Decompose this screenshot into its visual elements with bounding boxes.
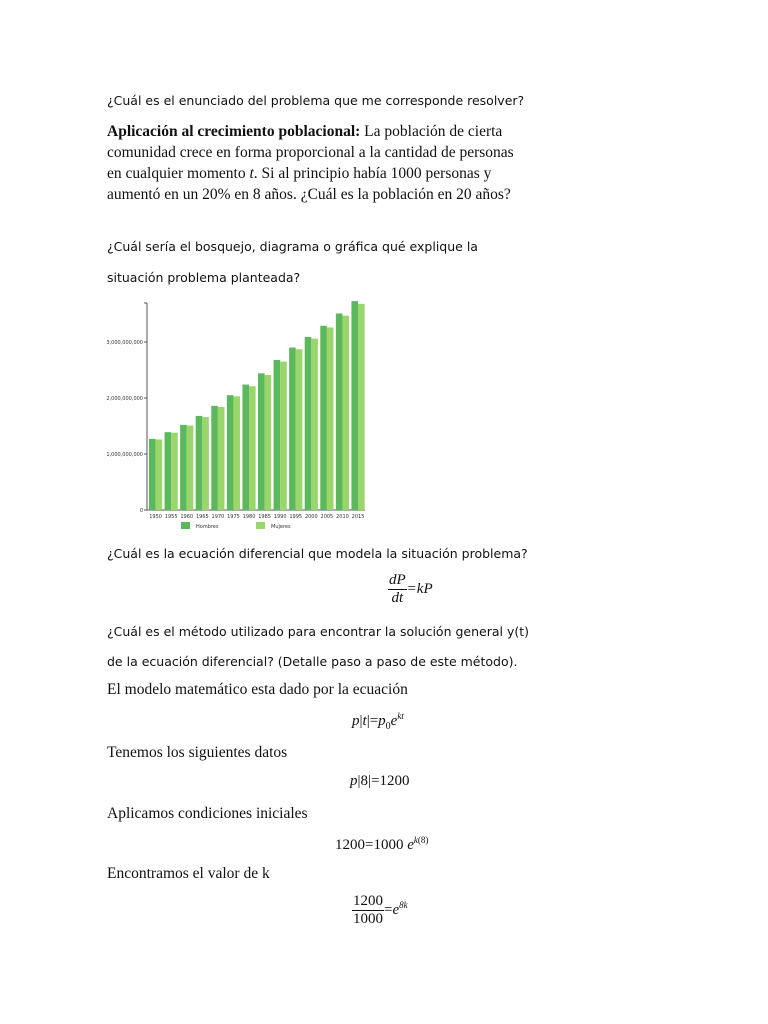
differential-equation [388,572,433,607]
text-model: El modelo matemático esta dado por la ecuación [107,681,408,698]
bar-hombres-2015 [351,301,358,510]
x-tick-label: 1995 [289,514,303,520]
exponential-model-equation: $p|t|=p_0e^{kt}$ [352,711,404,732]
x-tick-label: 2010 [336,514,349,520]
bar-hombres-1985 [258,373,265,510]
x-tick-label: 2015 [351,514,365,520]
question-method-line2: de la ecuación diferencial? (Detalle paso a paso de este método). [107,654,518,669]
bar-mujeres-2000 [311,339,318,510]
bar-mujeres-1995 [296,349,303,510]
eq2-p0-sub: 0 [385,721,391,732]
bar-mujeres-2015 [358,304,365,510]
eq5-numerator: 1200 [353,893,383,909]
problem-var-t: t [249,165,254,182]
eq3-rhs: =1200 [371,773,410,789]
eq4-e: e [407,837,414,853]
bar-hombres-1950 [149,439,156,510]
initial-condition-equation [335,835,428,854]
eq3-arg: 8 [360,773,369,789]
bar-hombres-1970 [211,406,218,510]
eq1-numerator: dP [389,572,406,588]
x-tick-label: 2005 [320,514,334,520]
eq2-t: t [362,713,367,729]
x-tick-label: 1990 [273,514,287,520]
legend-swatch-mujeres [256,522,265,529]
text-find-k: Encontramos el valor de k [107,865,270,882]
eq3-p: p [350,773,358,789]
question-differential-equation: ¿Cuál es la ecuación diferencial que modela la situación problema? [107,546,528,561]
bar-mujeres-1970 [218,407,225,510]
bar-hombres-1980 [242,385,249,510]
text-initial-conditions: Aplicamos condiciones iniciales [107,805,308,822]
problem-text-3b: . Si al principio había 1000 personas y [253,165,492,182]
problem-title: Aplicación al crecimiento poblacional: [107,123,361,140]
eq2-p0: p [378,713,386,729]
eq5-denominator: 1000 [353,911,383,927]
k-equation [352,893,408,928]
problem-text-3a: en cualquier momento [107,165,250,182]
x-tick-label: 1960 [180,514,194,520]
bar-mujeres-1975 [233,396,240,510]
bar-mujeres-1960 [187,425,194,510]
eq2-exp: kt [397,711,404,721]
bar-mujeres-2010 [342,316,349,510]
x-tick-label: 1965 [195,514,209,520]
problem-text-2: comunidad crece en forma proporcional a la cantidad de personas [107,144,514,161]
x-tick-label: 1970 [211,514,225,520]
bar-hombres-1975 [227,395,234,510]
bar-hombres-1990 [274,360,281,510]
question-method-line1: ¿Cuál es el método utilizado para encontrar la solución general y(t) [107,624,530,639]
bar-hombres-2010 [336,313,343,510]
bar-hombres-1955 [165,432,172,510]
eq5-e: e [392,901,400,918]
problem-text-1: La población de cierta [360,123,503,140]
x-tick-label: 2000 [304,514,318,520]
eq5-equals: = [384,901,393,918]
x-tick-label: 1955 [164,514,178,520]
y-tick-label: 2,000,000,000 [106,396,143,402]
problem-text-4: aumentó en un 20% en 8 años. ¿Cuál es la población en 20 años? [107,186,511,203]
x-tick-label: 1985 [258,514,271,520]
population-bar-chart [100,295,375,535]
eq1-rhs: =kP [406,580,433,597]
bar-hombres-1995 [289,348,296,510]
condition-equation: p|8|=1200 [350,773,410,789]
bar-mujeres-2005 [327,327,334,510]
bar-mujeres-1965 [202,417,209,510]
eq5-exp: 8k [399,899,408,910]
eq1-denominator: dt [391,590,404,606]
legend-label-mujeres: Mujeres [271,524,291,530]
bar-hombres-1965 [196,416,203,510]
eq4-lhs: 1200=1000 [335,837,404,853]
bar-mujeres-1950 [156,439,163,510]
question-sketch-line1: ¿Cuál sería el bosquejo, diagrama o gráfica qué explique la [107,239,478,254]
x-tick-label: 1975 [227,514,240,520]
x-tick-label: 1950 [149,514,162,520]
eq4-exp-k: k [413,835,418,845]
bar-mujeres-1980 [249,386,256,510]
eq2-p: p [352,713,360,729]
y-tick-label: 0 [139,508,143,514]
eq2-e: e [390,713,398,729]
eq2-equals: = [369,713,379,729]
y-tick-label: 1,000,000,000 [106,452,143,458]
bar-hombres-2000 [305,337,312,510]
bar-mujeres-1990 [280,362,287,510]
text-data: Tenemos los siguientes datos [107,744,288,761]
bar-hombres-2005 [320,326,327,510]
y-tick-label: 3,000,000,000 [106,340,143,346]
x-tick-label: 1980 [242,514,256,520]
bar-mujeres-1955 [171,433,178,510]
question-sketch-line2: situación problema planteada? [107,270,301,285]
legend-swatch-hombres [181,522,190,529]
problem-statement [107,121,527,205]
bar-mujeres-1985 [265,375,272,510]
legend-label-hombres: Hombres [196,524,219,530]
eq4-exp-arg: (8) [417,835,429,845]
question-statement-heading: ¿Cuál es el enunciado del problema que me corresponde resolver? [107,93,525,108]
bar-hombres-1960 [180,425,187,510]
